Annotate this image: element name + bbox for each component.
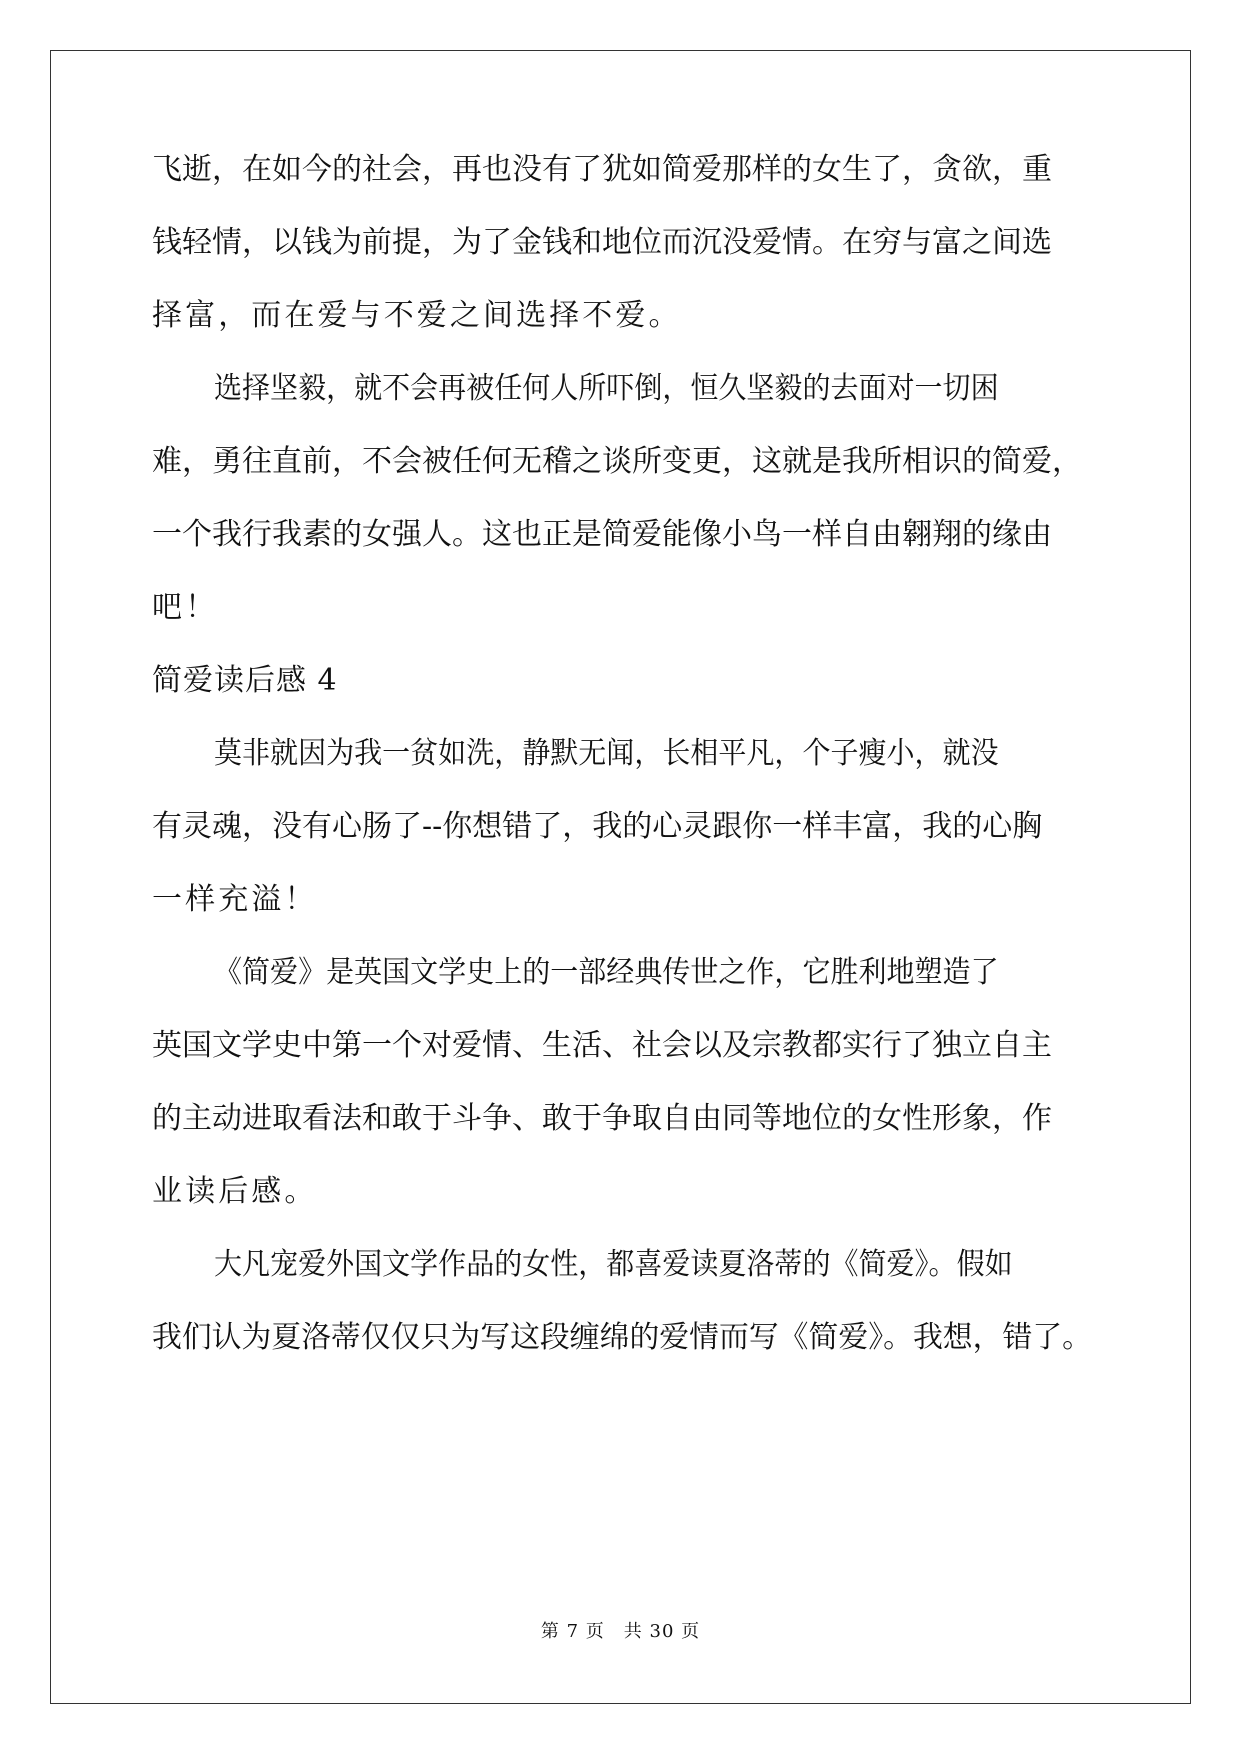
text-line: 业读后感。 — [152, 1174, 318, 1209]
text-line: 莫非就因为我一贫如洗，静默无闻，长相平凡，个子瘦小，就没 — [214, 736, 999, 771]
text-line: 的主动进取看法和敢于斗争、敢于争取自由同等地位的女性形象，作 — [152, 1101, 1052, 1136]
text-line: 一个我行我素的女强人。这也正是简爱能像小鸟一样自由翱翔的缘由 — [152, 517, 1052, 552]
text-line: 英国文学史中第一个对爱情、生活、社会以及宗教都实行了独立自主 — [152, 1028, 1052, 1063]
text-line: 择富，而在爱与不爱之间选择不爱。 — [152, 298, 682, 333]
page-number: 第 7 页 共 30 页 — [540, 1621, 701, 1642]
text-line: 《简爱》是英国文学史上的一部经典传世之作，它胜利地塑造了 — [214, 955, 999, 990]
text-line: 飞逝，在如今的社会，再也没有了犹如简爱那样的女生了，贪欲，重 — [152, 152, 1052, 187]
text-line: 吧！ — [152, 590, 219, 625]
text-line: 大凡宠爱外国文学作品的女性，都喜爱读夏洛蒂的《简爱》。假如 — [214, 1247, 1013, 1282]
text-line: 有灵魂，没有心肠了--你想错了，我的心灵跟你一样丰富，我的心胸 — [152, 809, 1043, 844]
section-heading: 简爱读后感 4 — [152, 663, 338, 698]
text-line: 钱轻情，以钱为前提，为了金钱和地位而沉没爱情。在穷与富之间选 — [152, 225, 1052, 260]
text-line: 一样充溢！ — [152, 882, 318, 917]
text-line: 我们认为夏洛蒂仅仅只为写这段缠绵的爱情而写《简爱》。我想，错了。 — [152, 1320, 1092, 1355]
text-line: 难，勇往直前，不会被任何无稽之谈所变更，这就是我所相识的简爱， — [152, 444, 1082, 479]
text-line: 选择坚毅，就不会再被任何人所吓倒，恒久坚毅的去面对一切困 — [214, 371, 999, 406]
